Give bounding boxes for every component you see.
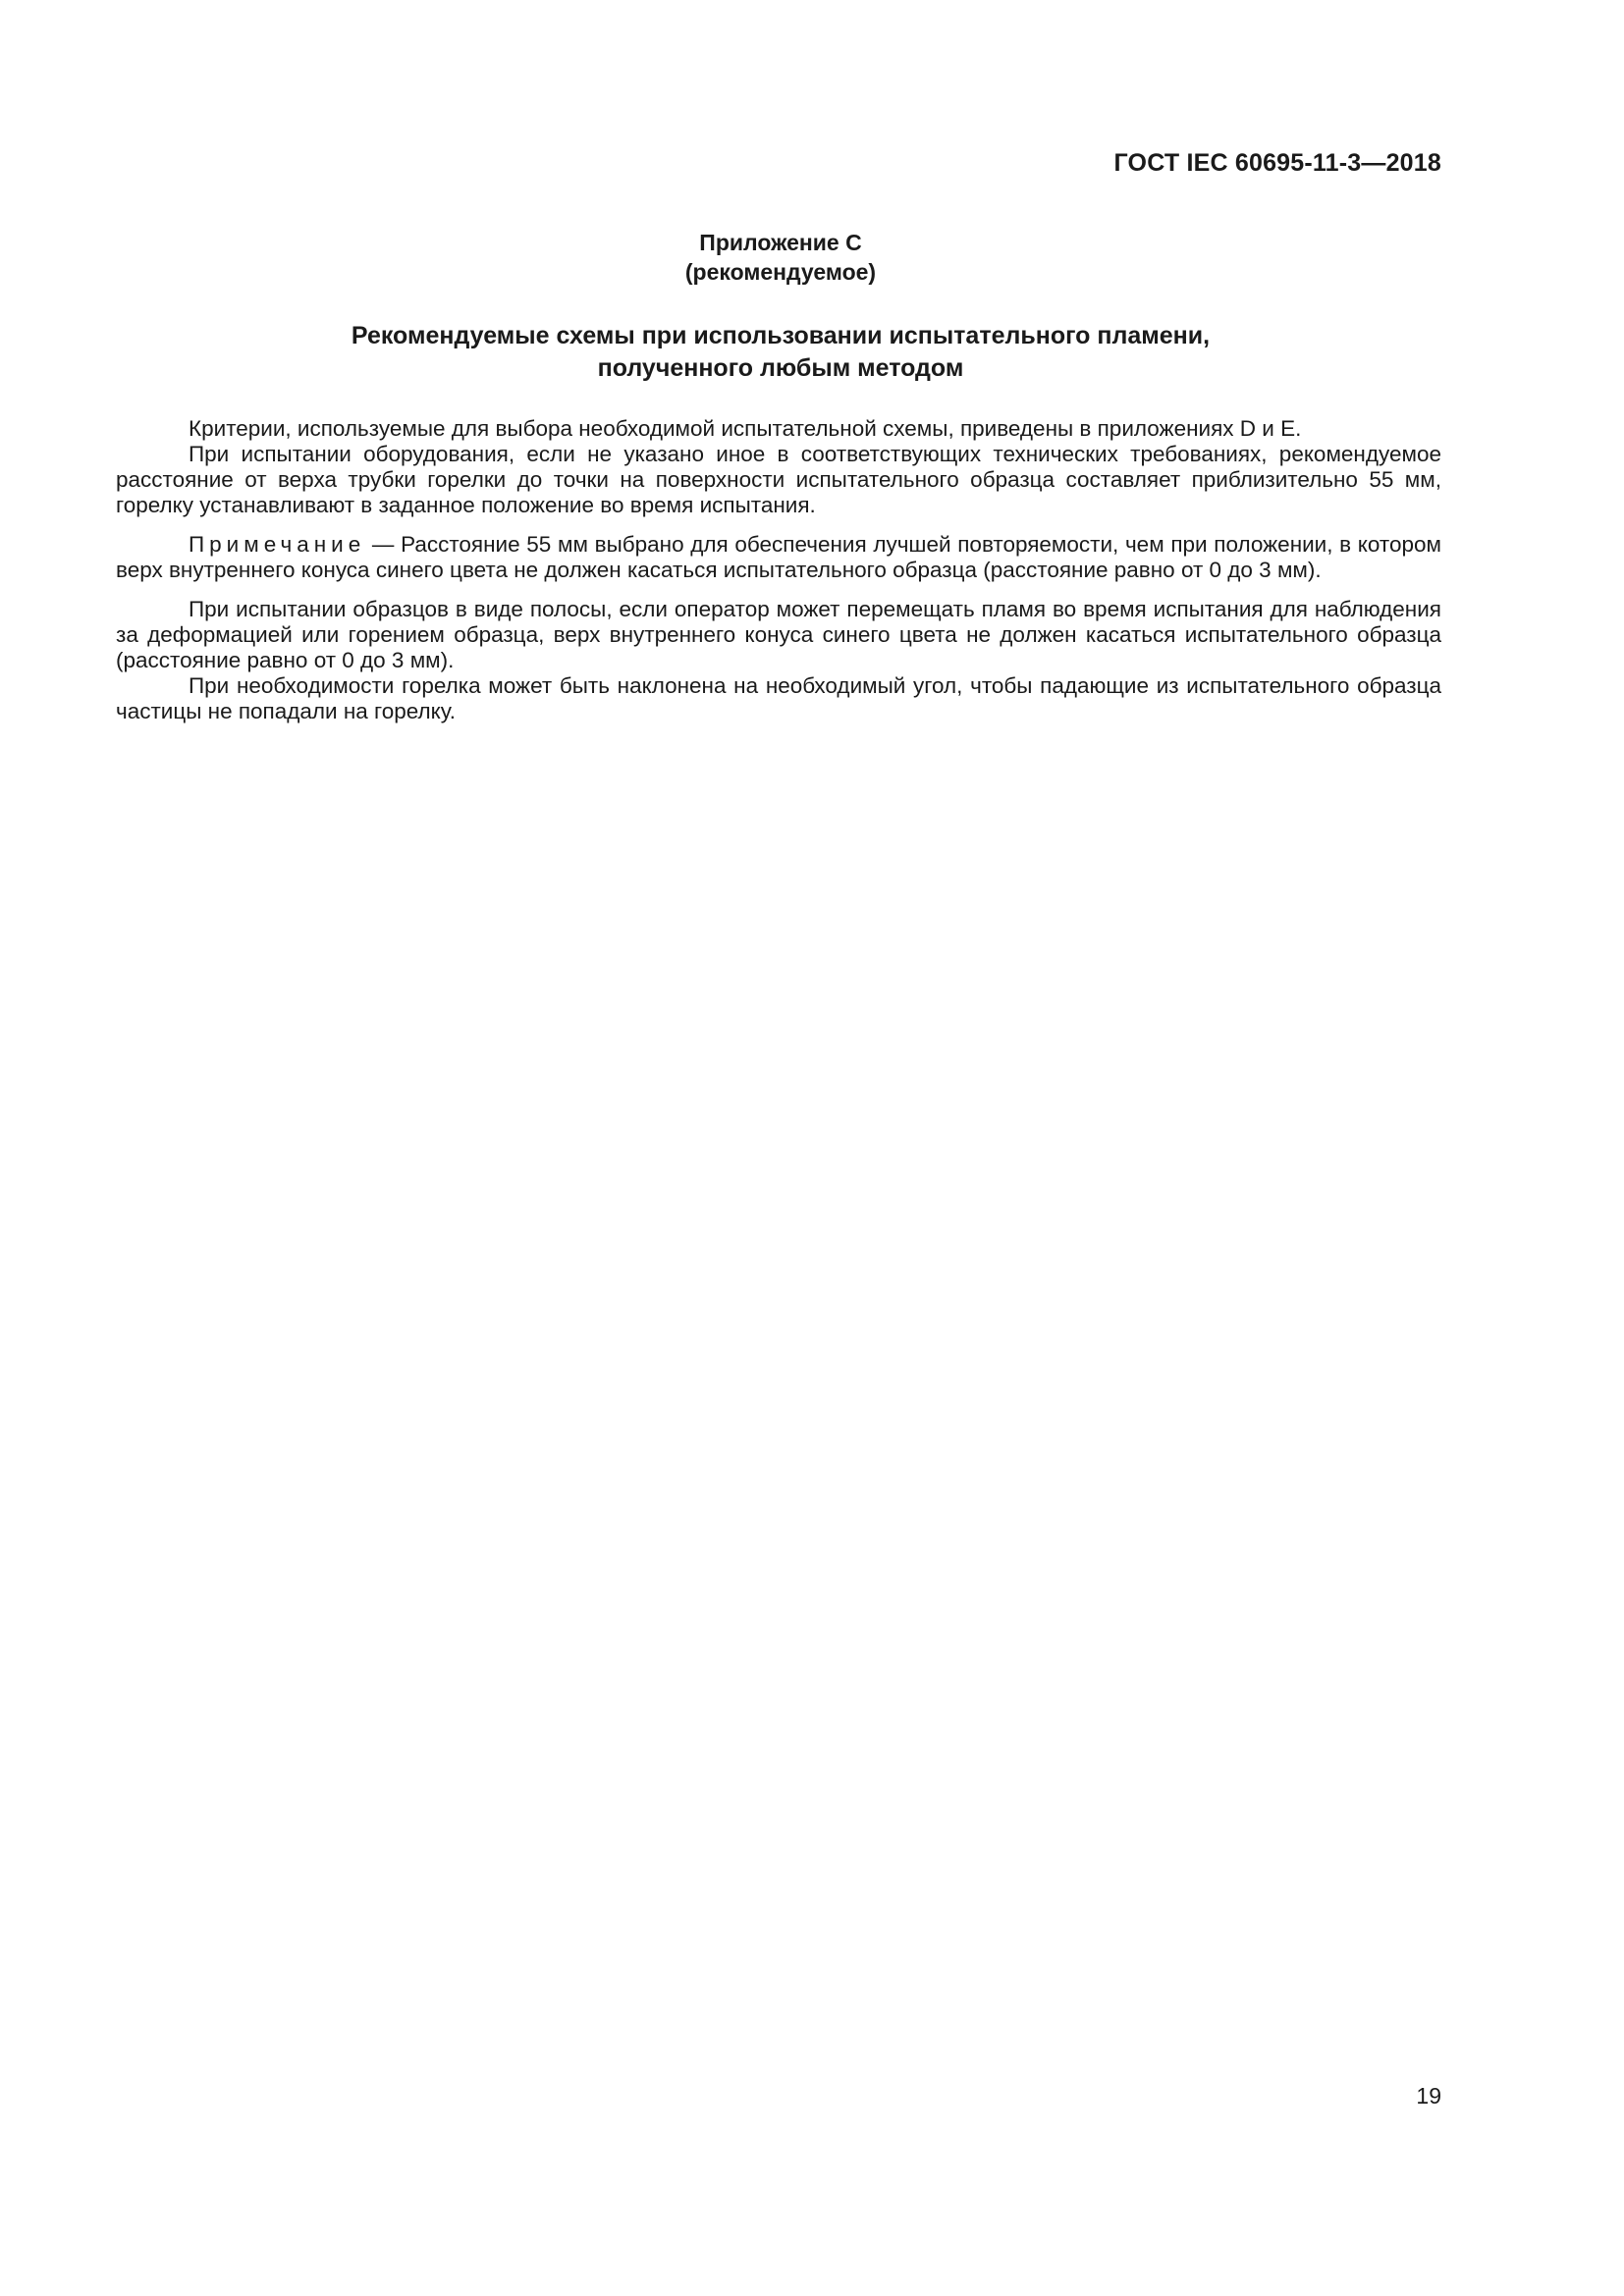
paragraph-criteria: Критерии, используемые для выбора необходимой испытательной схемы, приведены в приложениях D и E.: [189, 416, 1302, 441]
document-code: ГОСТ IEC 60695-11-3—2018: [1113, 149, 1441, 177]
paragraph-burner-tilt: При необходимости горелка может быть наклонена на необходимый угол, чтобы падающие из испытательного образца частицы не попадали на горелку.: [116, 673, 1441, 723]
appendix-title-block: [0, 228, 1561, 287]
appendix-title: Приложение С: [699, 230, 862, 255]
paragraph-equipment-testing: При испытании оборудования, если не указано иное в соответствующих технических требованиях, рекомендуемое расстояние от верха трубки горелки до точки на поверхности испытательного образца составляет приблизительно 55 мм, горелку устанавливают в заданное положение во время испытания.: [116, 442, 1441, 517]
body-text: [116, 416, 1441, 724]
appendix-heading-line-2: полученного любым методом: [597, 354, 964, 382]
appendix-status: (рекомендуемое): [684, 259, 877, 285]
appendix-heading-line-1: Рекомендуемые схемы при использовании испытательного пламени,: [351, 322, 1211, 349]
note-paragraph: [116, 532, 1441, 583]
note-text: — Расстояние 55 мм выбрано для обеспечения лучшей повторяемости, чем при положении, в котором верх внутреннего конуса синего цвета не должен касаться испытательного образца (расстояние равно от 0 до 3 мм).: [116, 532, 1441, 582]
appendix-heading: [0, 320, 1561, 385]
page-number: 19: [1416, 2083, 1441, 2109]
paragraph-strip-specimens: При испытании образцов в виде полосы, если оператор может перемещать пламя во время испытания для наблюдения за деформацией или горением образца, верх внутреннего конуса синего цвета не должен касаться испытательного образца (расстояние равно от 0 до 3 мм).: [116, 597, 1441, 672]
note-label: Примечание: [189, 532, 366, 557]
